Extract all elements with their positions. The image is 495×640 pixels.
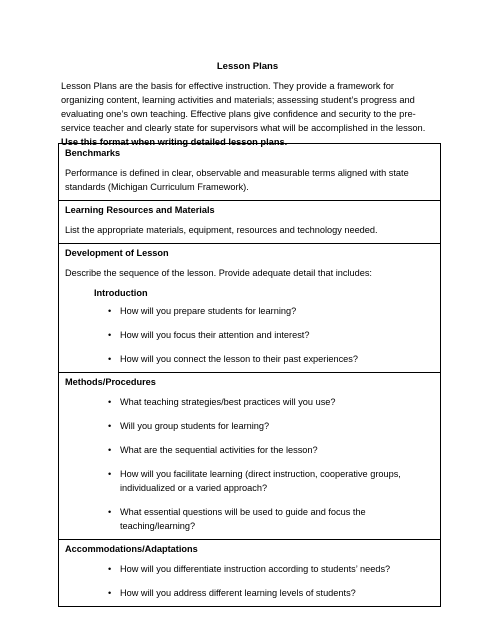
resources-heading: Learning Resources and Materials	[65, 205, 215, 215]
development-bullet-list	[65, 304, 433, 366]
methods-bullet-list	[65, 395, 433, 533]
list-item	[65, 352, 433, 366]
bullet-glyph: •	[108, 421, 112, 431]
list-item	[65, 304, 433, 318]
development-row	[59, 244, 441, 373]
intro-paragraph	[61, 79, 439, 149]
list-item	[65, 467, 433, 495]
resources-cell	[59, 201, 441, 244]
bullet-glyph: •	[108, 564, 112, 574]
intro-emphasis: Use this format when writing detailed lesson plans.	[61, 137, 288, 147]
bullet-glyph: •	[108, 354, 112, 364]
bullet-glyph: •	[108, 507, 112, 517]
development-heading: Development of Lesson	[65, 248, 169, 258]
list-item-text: How will you focus their attention and interest?	[120, 330, 310, 340]
list-item-text: Will you group students for learning?	[120, 421, 270, 431]
list-item	[65, 419, 433, 433]
list-item	[65, 562, 433, 576]
bullet-glyph: •	[108, 306, 112, 316]
introduction-subheading: Introduction	[94, 288, 148, 298]
list-item-text: What are the sequential activities for the lesson?	[120, 445, 318, 455]
intro-text: Lesson Plans are the basis for effective instruction. They provide a framework for organizing content, learning activities and materials; assessing student’s progress and evaluating one’s own teaching. Effective plans give confidence and security to the pre-service teacher and clearly state for supervisors what will be accomplished in the lesson.	[61, 81, 426, 133]
bullet-glyph: •	[108, 330, 112, 340]
list-item-text: How will you facilitate learning (direct instruction, cooperative groups, individualized or a varied approach?	[120, 469, 401, 493]
list-item	[65, 328, 433, 342]
bullet-glyph: •	[108, 445, 112, 455]
methods-heading: Methods/Procedures	[65, 377, 156, 387]
resources-text: List the appropriate materials, equipment, resources and technology needed.	[65, 225, 378, 235]
resources-row	[59, 201, 441, 244]
accommodations-row	[59, 540, 441, 607]
accommodations-bullet-list	[65, 562, 433, 600]
benchmarks-heading: Benchmarks	[65, 148, 121, 158]
methods-row	[59, 373, 441, 540]
list-item-text: How will you address different learning levels of students?	[120, 588, 356, 598]
methods-cell	[59, 373, 441, 540]
accommodations-cell	[59, 540, 441, 607]
list-item	[65, 586, 433, 600]
lesson-plan-table	[58, 143, 441, 607]
benchmarks-row	[59, 144, 441, 201]
list-item	[65, 443, 433, 457]
list-item-text: How will you connect the lesson to their past experiences?	[120, 354, 358, 364]
bullet-glyph: •	[108, 588, 112, 598]
accommodations-heading: Accommodations/Adaptations	[65, 544, 198, 554]
list-item-text: How will you prepare students for learning?	[120, 306, 297, 316]
benchmarks-text: Performance is defined in clear, observable and measurable terms aligned with state standards (Michigan Curriculum Framework).	[65, 168, 409, 192]
development-text: Describe the sequence of the lesson. Provide adequate detail that includes:	[65, 268, 372, 278]
bullet-glyph: •	[108, 469, 112, 479]
benchmarks-cell	[59, 144, 441, 201]
list-item-text: How will you differentiate instruction according to students’ needs?	[120, 564, 391, 574]
list-item-text: What essential questions will be used to guide and focus the teaching/learning?	[120, 507, 366, 531]
list-item	[65, 505, 433, 533]
bullet-glyph: •	[108, 397, 112, 407]
list-item	[65, 395, 433, 409]
development-cell	[59, 244, 441, 373]
page-title: Lesson Plans	[216, 61, 279, 72]
list-item-text: What teaching strategies/best practices will you use?	[120, 397, 336, 407]
